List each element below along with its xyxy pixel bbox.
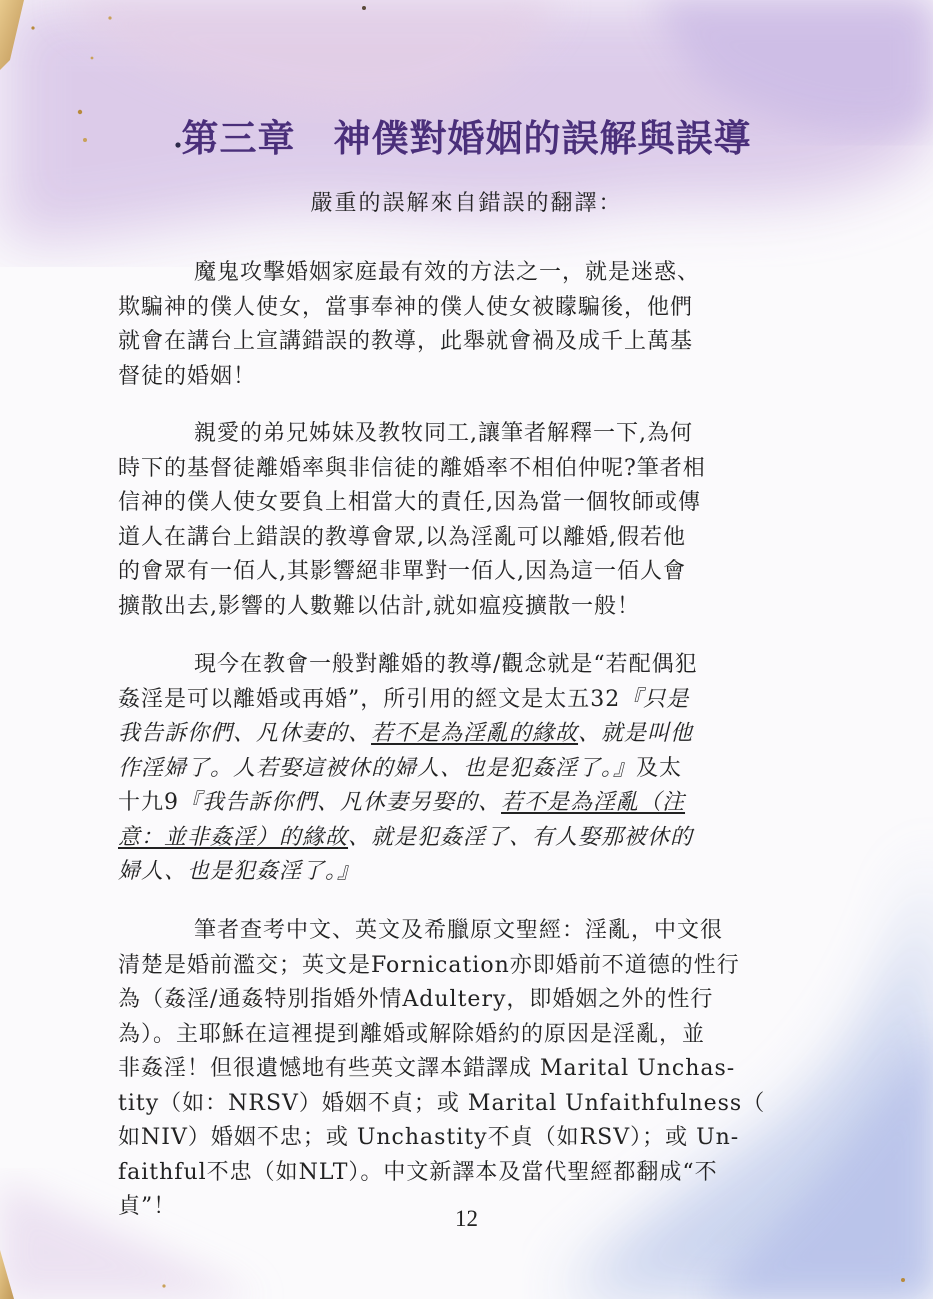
underlined-phrase: 若不是為淫亂（注 [501,790,686,815]
text-line: 為（姦淫/通姦特別指婚外情Adultery，即婚姻之外的性行 [118,987,714,1012]
text-line: faithful不忠（如NLT）。中文新譯本及當代聖經都翻成“不 [118,1159,718,1185]
scripture-quote: 作淫婦了。人若娶這被休的婦人、也是犯姦淫了。』 [118,755,637,781]
underlined-phrase: 若不是為淫亂的緣故 [371,721,579,746]
text-line: 清楚是婚前濫交；英文是Fornication亦即婚前不道德的性行 [118,952,740,978]
text-line [118,717,818,752]
page-number: 12 [455,1206,478,1231]
text-line [118,821,818,856]
text-line: 為）。主耶穌在這裡提到離婚或解除婚約的原因是淫亂，並 [118,1021,706,1047]
text-run: 姦淫是可以離婚或再婚”，所引用的經文是太五32 [118,686,621,712]
text-line: 督徒的婚姻！ [118,363,257,389]
section-heading: 嚴重的誤解來自錯誤的翻譯： [310,191,623,216]
scripture-quote: 、就是犯姦淫了、有人娶那被休的 [348,824,694,850]
text-line: 非姦淫！但很遺憾地有些英文譯本錯譯成 Marital Unchas- [118,1056,736,1081]
text-line: 信神的僕人使女要負上相當大的責任,因為當一個牧師或傳 [118,490,701,515]
text-line: 筆者查考中文、英文及希臘原文聖經：淫亂，中文很 [194,918,724,943]
text-line: 親愛的弟兄姊妹及教牧同工,讓筆者解釋一下,為何 [194,421,693,446]
scripture-quote: 『只是 [620,686,690,712]
scripture-quote: 『我告訴你們、凡休妻另娶的、 [179,790,502,815]
underlined-phrase: 意：並非姦淫）的緣故 [118,824,349,850]
text-line: 貞”！ [118,1194,177,1219]
text-line: 道人在講台上錯誤的教導會眾,以為淫亂可以離婚,假若他 [118,524,686,550]
text-line: 的會眾有一佰人,其影響絕非單對一佰人,因為這一佰人會 [118,559,686,584]
text-line [118,683,818,718]
text-line [118,855,818,890]
text-line: 魔鬼攻擊婚姻家庭最有效的方法之一，就是迷惑、 [194,260,701,285]
text-line [118,752,818,787]
chapter-title: 第三章 神僕對婚姻的誤解與誤導 [181,117,752,160]
text-line: 就會在講台上宣講錯誤的教導，此舉就會禍及成千上萬基 [118,329,694,354]
scripture-quote: 婦人、也是犯姦淫了。』 [118,859,361,884]
paragraph-3 [118,648,818,890]
text-line: 擴散出去,影響的人數難以估計,就如瘟疫擴散一般！ [118,593,640,619]
text-line: 時下的基督徒離婚率與非信徒的離婚率不相伯仲呢?筆者相 [118,455,706,481]
text-line [118,786,818,821]
paragraph-1 [118,256,818,394]
paragraph-2 [118,417,818,624]
scripture-quote: 我告訴你們、凡休妻的、 [118,721,372,746]
text-line: 欺騙神的僕人使女，當事奉神的僕人使女被矇騙後，他們 [118,294,694,320]
scripture-quote: 、就是叫他 [578,721,694,746]
text-line: 現今在教會一般對離婚的教導/觀念就是“若配偶犯 [194,652,698,677]
text-run: 十九9 [118,790,179,815]
text-run: 及太 [636,755,683,781]
text-line: tity（如：NRSV）婚姻不貞；或 Marital Unfaithfulness（ [118,1090,766,1116]
paragraph-4 [118,914,818,1225]
text-line: 如NIV）婚姻不忠；或 Unchastity不貞（如RSV）；或 Un- [118,1125,740,1150]
